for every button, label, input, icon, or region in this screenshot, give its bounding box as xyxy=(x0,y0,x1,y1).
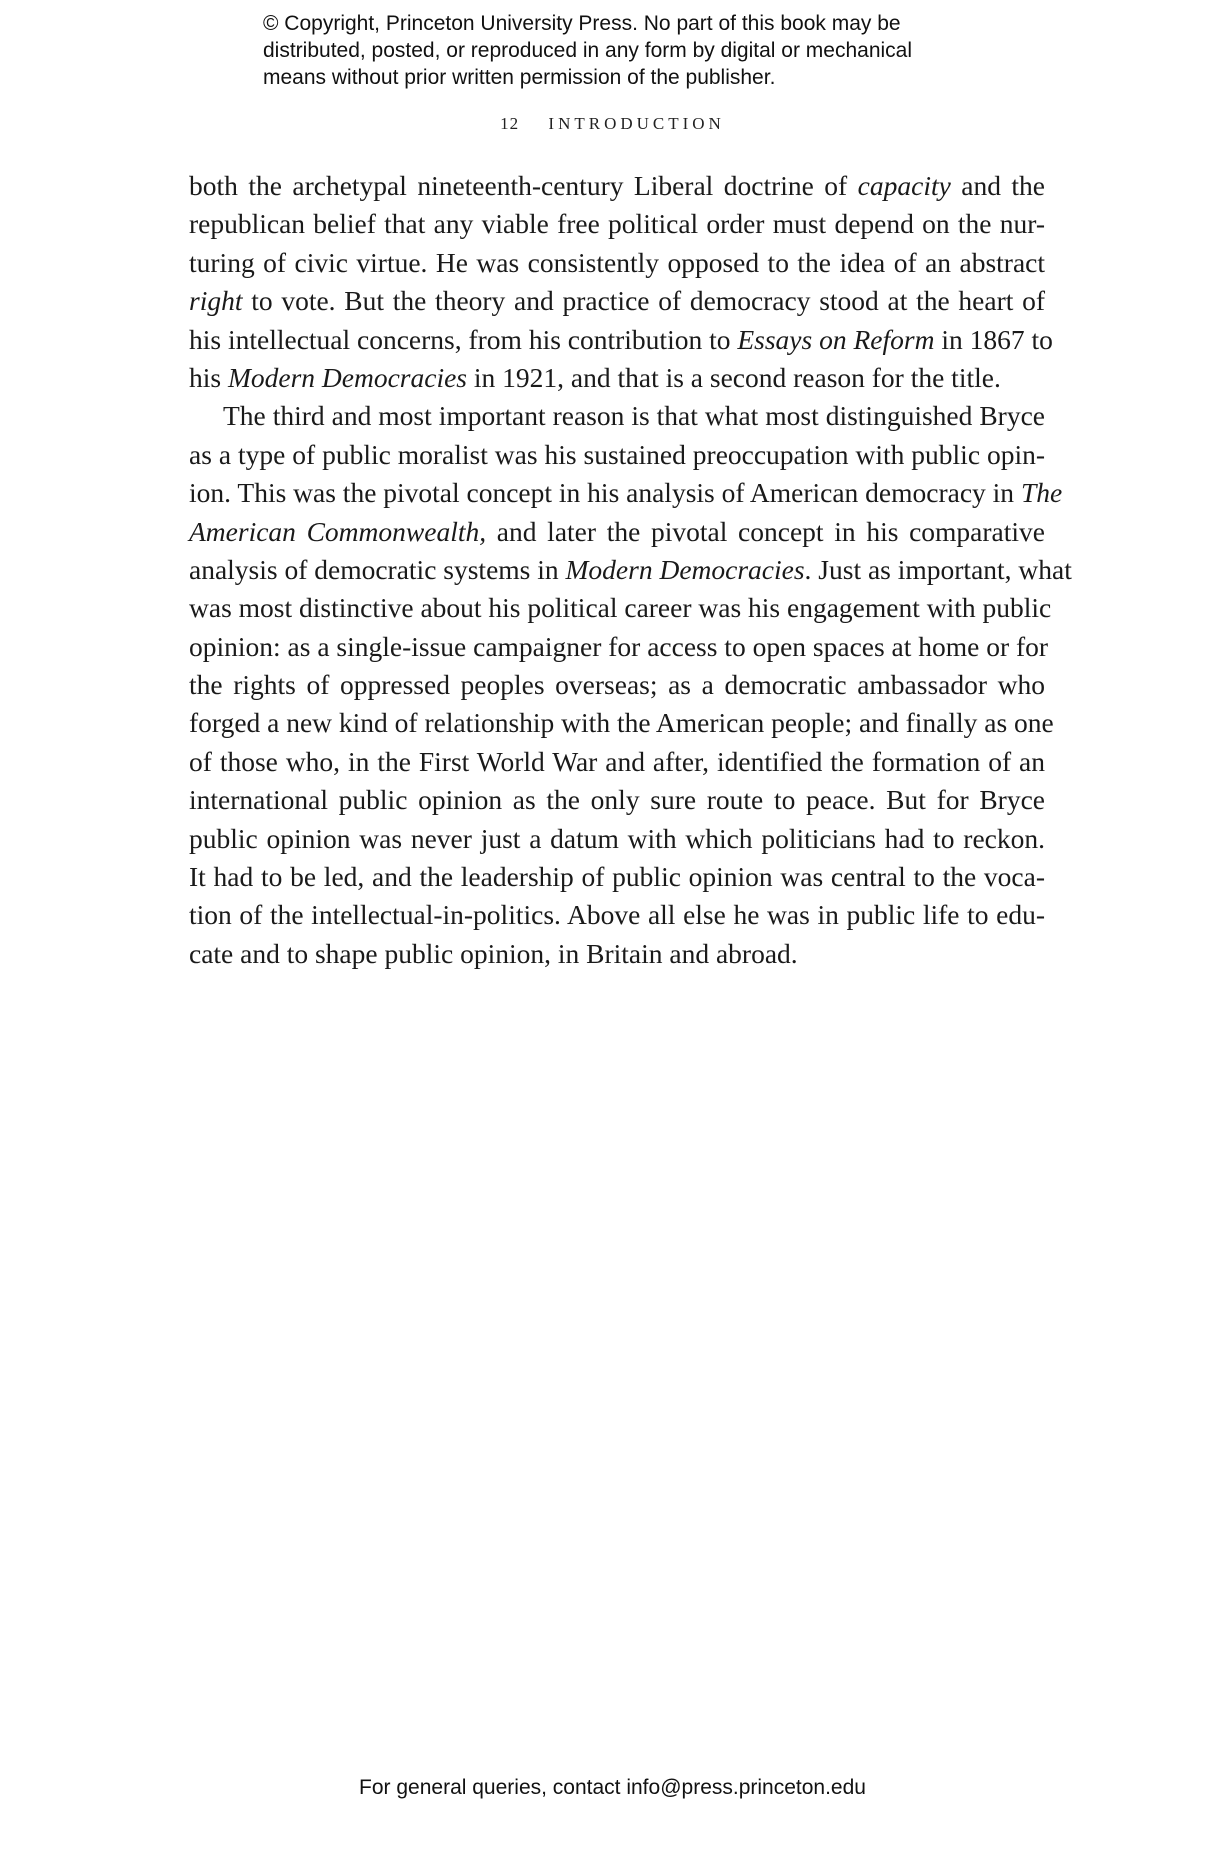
italic-run: Essays on Reform xyxy=(737,323,935,355)
text-line xyxy=(189,896,1045,934)
italic-run: American Commonwealth, xyxy=(189,515,487,547)
text-line xyxy=(189,858,1045,896)
text-run: as a type of public moralist was his sustained preoccupation with public opin- xyxy=(189,438,1045,470)
text-run: forged a new kind of relationship with the American people; and finally as one xyxy=(189,707,1054,739)
text-line xyxy=(189,167,1045,205)
text-run: ion. This was the pivotal concept in his analysis of American democracy in xyxy=(189,477,1021,509)
text-line xyxy=(189,589,1052,627)
text-line xyxy=(189,244,1045,282)
text-line xyxy=(189,704,1054,742)
text-line xyxy=(189,282,1045,320)
text-run: the rights of oppressed peoples overseas; as a democratic ambassador who xyxy=(189,669,1045,701)
text-run: his intellectual concerns, from his contribution to xyxy=(189,323,738,355)
text-run: was most distinctive about his political career was his engagement with public xyxy=(189,592,1052,624)
text-line xyxy=(189,781,1045,819)
text-line xyxy=(189,359,1045,397)
text-run: . Just as important, what xyxy=(804,553,1072,585)
text-run: public opinion was never just a datum with which politicians had to reckon. xyxy=(189,822,1045,854)
text-line xyxy=(189,551,1072,589)
italic-run: capacity xyxy=(857,170,951,201)
page-number: 12 xyxy=(500,114,520,133)
footer-contact: For general queries, contact info@press.princeton.edu xyxy=(359,1776,866,1799)
text-line xyxy=(189,321,1053,359)
text-run: opinion: as a single-issue campaigner for access to open spaces at home or for xyxy=(189,630,1049,662)
text-run: both the archetypal nineteenth-century Liberal doctrine of xyxy=(189,170,858,201)
text-run: It had to be led, and the leadership of public opinion was central to the voca- xyxy=(189,861,1045,893)
body-text xyxy=(189,167,1072,973)
text-line xyxy=(189,820,1045,858)
text-run: international public opinion as the only sure route to peace. But for Bryce xyxy=(189,784,1045,816)
text-line xyxy=(189,513,1045,551)
text-line xyxy=(189,205,1045,243)
copyright-line: © Copyright, Princeton University Press. No part of this book may be xyxy=(263,12,901,35)
running-head xyxy=(0,114,1225,134)
text-run: of those who, in the First World War and after, identified the formation of an xyxy=(189,745,1045,777)
text-run: The third and most important reason is that what most distinguished Bryce xyxy=(223,400,1045,432)
text-run: cate and to shape public opinion, in Britain and abroad. xyxy=(189,937,798,969)
copyright-line: distributed, posted, or reproduced in any form by digital or mechanical xyxy=(263,39,913,62)
text-run: and the xyxy=(950,170,1045,201)
text-line xyxy=(189,436,1045,474)
text-line xyxy=(189,474,1063,512)
italic-run: Modern Democracies xyxy=(227,361,467,393)
copyright-notice xyxy=(263,10,1023,91)
text-run: to vote. But the theory and practice of democracy stood at the heart of xyxy=(242,285,1045,317)
text-run: his xyxy=(189,361,228,393)
text-line xyxy=(189,666,1045,704)
text-run: in 1867 to xyxy=(934,323,1053,355)
italic-run: The xyxy=(1020,477,1063,509)
text-run: and later the pivotal concept in his comparative xyxy=(486,515,1045,547)
italic-run: Modern Democracies xyxy=(565,553,805,585)
copyright-line: means without prior written permission of the publisher. xyxy=(263,66,776,89)
running-head-title: INTRODUCTION xyxy=(548,114,725,133)
text-line xyxy=(189,628,1049,666)
text-run: analysis of democratic systems in xyxy=(189,553,566,585)
text-run: in 1921, and that is a second reason for the title. xyxy=(467,361,1001,393)
italic-run: right xyxy=(189,285,243,317)
text-line xyxy=(189,397,1045,435)
text-line xyxy=(189,743,1045,781)
text-run: tion of the intellectual-in-politics. Above all else he was in public life to edu- xyxy=(189,899,1045,931)
text-run: turing of civic virtue. He was consistently opposed to the idea of an abstract xyxy=(189,246,1045,278)
text-run: republican belief that any viable free political order must depend on the nur- xyxy=(189,208,1045,240)
text-line xyxy=(189,935,1045,973)
